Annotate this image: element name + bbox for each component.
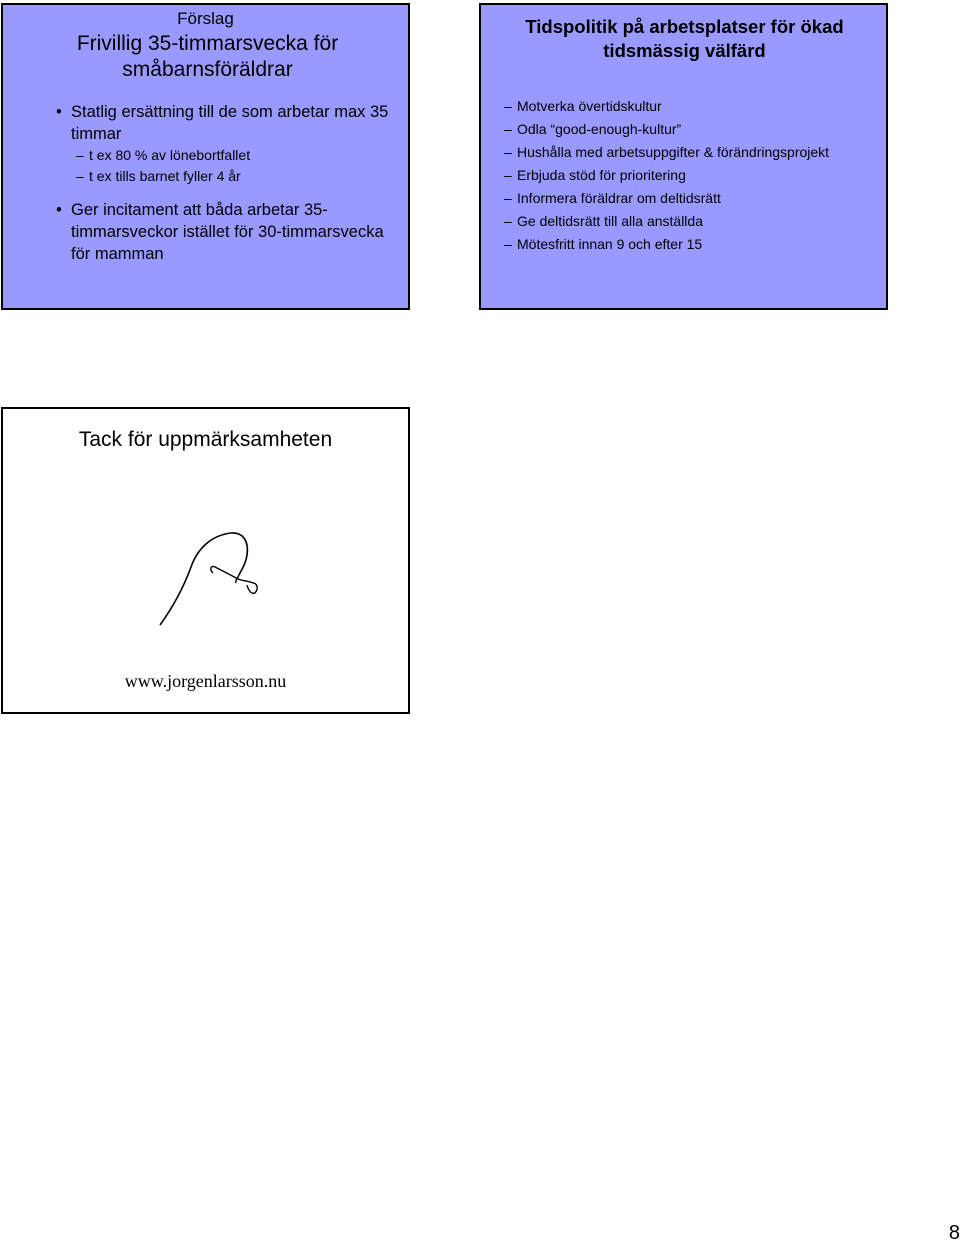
slide-forslag (1, 3, 410, 310)
list-item (481, 210, 886, 233)
slide-tack (1, 407, 410, 714)
bullet-item (3, 101, 408, 145)
slide-tidspolitik (479, 3, 888, 310)
dash-list (481, 95, 886, 256)
page-number: 8 (948, 1222, 960, 1244)
list-item-text: Motverka övertidskultur (517, 98, 662, 114)
sub-bullet-text: t ex tills barnet fyller 4 år (89, 168, 241, 184)
bullet-text: Ger incitament att båda arbetar 35-timmarsveckor istället för 30-timmarsvecka för mamman (71, 201, 384, 263)
bullet-item (3, 199, 408, 265)
list-item (481, 95, 886, 118)
slide-kicker: Förslag (177, 9, 234, 28)
list-item (481, 141, 886, 164)
dash-glyph: – (504, 98, 512, 114)
list-item-text: Hushålla med arbetsuppgifter & förändringsprojekt (517, 144, 830, 160)
slide-title: Frivillig 35-timmarsvecka för småbarnsföräldrar (76, 32, 339, 81)
sub-bullet-text: t ex 80 % av lönebortfallet (89, 147, 251, 163)
list-item-text: Ge deltidsrätt till alla anställda (517, 213, 703, 229)
website-url: www.jorgenlarsson.nu (124, 671, 287, 691)
bullet-glyph: • (56, 201, 62, 219)
bullet-glyph: • (56, 103, 62, 121)
slide-title: Tidspolitik på arbetsplatser för ökad tidsmässig välfärd (525, 16, 844, 61)
sub-bullet-item (3, 145, 408, 166)
dash-glyph: – (76, 147, 84, 163)
list-item (481, 118, 886, 141)
slide-title: Tack för uppmärksamheten (78, 428, 333, 451)
list-item-text: Erbjuda stöd för prioritering (517, 167, 686, 183)
dash-glyph: – (504, 213, 512, 229)
dash-glyph: – (504, 236, 512, 252)
dash-glyph: – (504, 144, 512, 160)
bullet-text: Statlig ersättning till de som arbetar max 35 timmar (71, 103, 389, 143)
signature-drawing (143, 519, 273, 649)
dash-glyph: – (504, 167, 512, 183)
list-item-text: Mötesfritt innan 9 och efter 15 (517, 236, 703, 252)
slide-body (3, 101, 408, 265)
list-item-text: Odla “good-enough-kultur” (517, 121, 682, 137)
list-item (481, 233, 886, 256)
list-item-text: Informera föräldrar om deltidsrätt (517, 190, 721, 206)
sub-bullet-item (3, 166, 408, 187)
list-item (481, 164, 886, 187)
dash-glyph: – (504, 121, 512, 137)
dash-glyph: – (504, 190, 512, 206)
list-item (481, 187, 886, 210)
dash-glyph: – (76, 168, 84, 184)
